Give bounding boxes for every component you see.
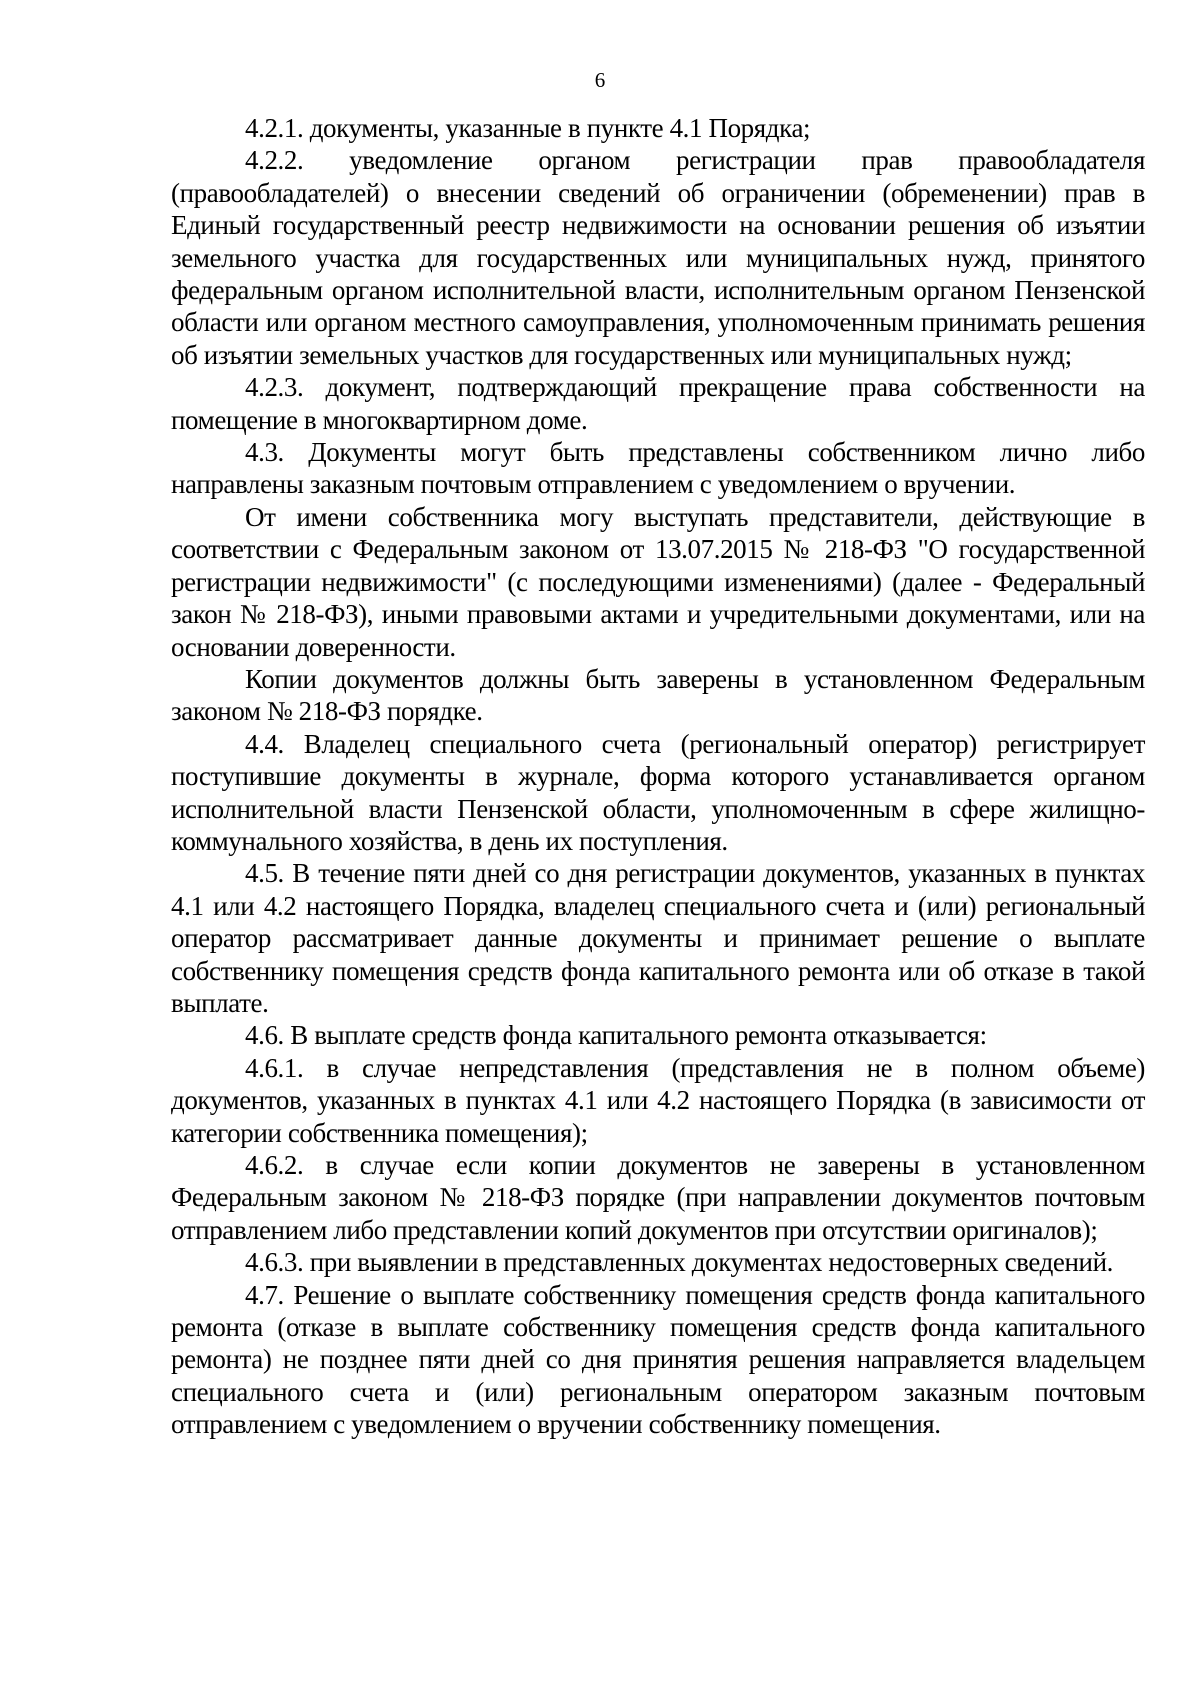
paragraph-copies: Копии документов должны быть заверены в установленном Федеральным законом № 218-ФЗ порядке.: [171, 663, 1145, 727]
document-body: [171, 112, 1145, 1441]
paragraph-4-6-3: 4.6.3. при выявлении в представленных документах недостоверных сведений.: [245, 1247, 1114, 1278]
paragraph-4-3: 4.3. Документы могут быть представлены собственником лично либо направлены заказным почтовым отправлением с уведомлением о вручении.: [171, 437, 1145, 500]
paragraph-4-7: 4.7. Решение о выплате собственнику помещения средств фонда капитального ремонта (отказе в выплате собственнику помещения средств фонда капитального ремонта) не позднее пяти дней со дня принятия решения направляется владельцем специального счета и (или) региональным оператором заказным почтовым отправлением с уведомлением о вручении собственнику помещения.: [171, 1279, 1145, 1440]
paragraph-representatives: От имени собственника могу выступать представители, действующие в соответствии с Федеральным законом от 13.07.2015 № 218-ФЗ "О государственной регистрации недвижимости" (с последующими изменениями) (далее - Федеральный закон № 218-ФЗ), иными правовыми актами и учредительными документами, или на основании доверенности.: [171, 501, 1145, 662]
paragraph-4-2-2: 4.2.2. уведомление органом регистрации прав правообладателя (правообладателей) о внесении сведений об ограничении (обременении) прав в Единый государственный реестр недвижимости на основании решения об изъятии земельного участка для государственных или муниципальных нужд, принятого федеральным органом исполнительной власти, исполнительным органом Пензенской области или органом местного самоуправления, уполномоченным принимать решения об изъятии земельных участков для государственных или муниципальных нужд;: [171, 145, 1145, 370]
paragraph-4-6-2: 4.6.2. в случае если копии документов не заверены в установленном Федеральным законом № 218-ФЗ порядке (при направлении документов почтовым отправлением либо представлении копий документов при отсутствии оригиналов);: [171, 1150, 1145, 1245]
paragraph-4-2-1: 4.2.1. документы, указанные в пункте 4.1 Порядка;: [245, 113, 811, 143]
paragraph-4-6: 4.6. В выплате средств фонда капитального ремонта отказывается:: [245, 1020, 987, 1051]
paragraph-4-5: 4.5. В течение пяти дней со дня регистрации документов, указанных в пунктах 4.1 или 4.2 настоящего Порядка, владелец специального счета и (или) региональный оператор рассматривает данные документы и принимает решение о выплате собственнику помещения средств фонда капитального ремонта или об отказе в такой выплате.: [171, 858, 1145, 1018]
page-number: 6: [594, 68, 606, 92]
paragraph-4-2-3: 4.2.3. документ, подтверждающий прекращение права собственности на помещение в многоквартирном доме.: [171, 372, 1145, 435]
paragraph-4-4: 4.4. Владелец специального счета (региональный оператор) регистрирует поступившие документы в журнале, форма которого устанавливается органом исполнительной власти Пензенской области, уполномоченным в сфере жилищно-коммунального хозяйства, в день их поступления.: [171, 728, 1145, 856]
paragraph-4-6-1: 4.6.1. в случае непредставления (представления не в полном объеме) документов, указанных в пунктах 4.1 или 4.2 настоящего Порядка (в зависимости от категории собственника помещения);: [171, 1052, 1145, 1148]
